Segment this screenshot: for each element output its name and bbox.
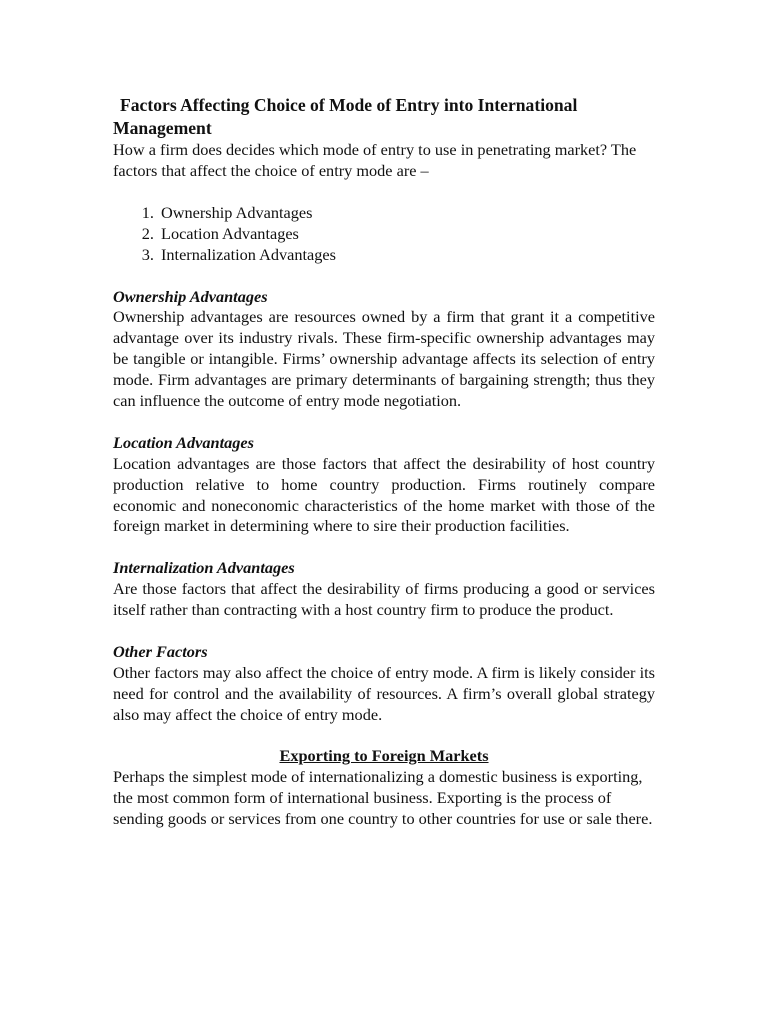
section-heading: Ownership Advantages — [113, 286, 268, 306]
document-page — [113, 94, 655, 830]
section-heading: Other Factors — [113, 641, 208, 661]
section-heading: Internalization Advantages — [113, 558, 295, 578]
section-body: Location advantages are those factors that affect the desirability of host country production relative to home country production. Firms routinely compare economic and noneconomic characteristics of the home market with those of the foreign market in determining where to sire their production facilities. — [113, 453, 655, 536]
section-exporting — [113, 746, 655, 830]
document-title: Factors Affecting Choice of Mode of Entry into International Management — [113, 95, 578, 138]
section-other-factors — [113, 642, 655, 726]
exporting-body: Perhaps the simplest mode of internationalizing a domestic business is exporting, the most common form of international business. Exporting is the process of sending goods or services from one country to other countries for use or sale there. — [113, 767, 653, 829]
section-ownership — [113, 287, 655, 412]
section-location — [113, 433, 655, 538]
intro-paragraph: How a firm does decides which mode of entry to use in penetrating market? The factors that affect the choice of entry mode are – — [113, 140, 637, 180]
factors-list — [113, 203, 655, 266]
section-body: Ownership advantages are resources owned by a firm that grant it a competitive advantage over its industry rivals. These firm-specific ownership advantages may be tangible or intangible. Firms’ ownership advantage affects its selection of entry mode. Firm advantages are primary determinants of bargaining strength; thus they can influence the outcome of entry mode negotiation. — [113, 307, 655, 411]
section-heading: Location Advantages — [113, 432, 254, 452]
factor-item-internalization: 3. Internalization Advantages — [158, 245, 655, 266]
factor-item-location: 2. Location Advantages — [158, 224, 655, 245]
section-body: Other factors may also affect the choice of entry mode. A firm is likely consider its need for control and the availability of resources. A firm’s overall global strategy also may affect the choice of entry mode. — [113, 662, 655, 724]
exporting-heading: Exporting to Foreign Markets — [279, 746, 489, 766]
section-internalization — [113, 558, 655, 621]
factor-item-ownership: 1. Ownership Advantages — [158, 203, 655, 224]
section-body: Are those factors that affect the desirability of firms producing a good or services itself rather than contracting with a host country firm to produce the product. — [113, 579, 655, 620]
